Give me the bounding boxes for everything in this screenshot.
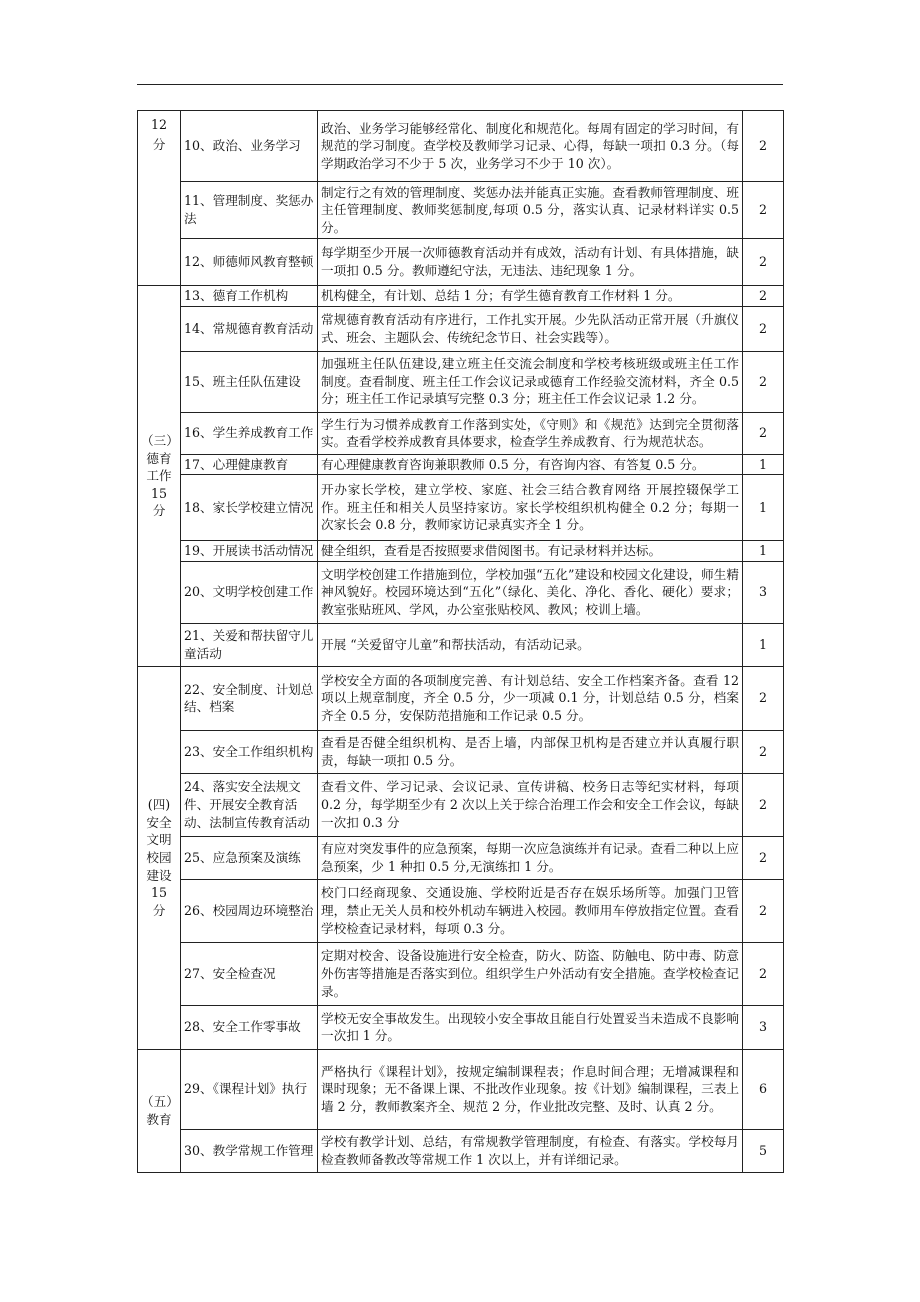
criteria-cell: 制定行之有效的管理制度、奖惩办法并能真正实施。查看教师管理制度、班主任管理制度、教师奖惩制度,每项 0.5 分，落实认真、记录材料详实 0.5 分。 (318, 182, 743, 239)
section-label-line: 分 (152, 137, 166, 152)
section-label (138, 111, 181, 286)
score-cell: 1 (743, 623, 784, 666)
section-label-line: 文明 (146, 832, 172, 848)
table-row (138, 1005, 784, 1049)
score-cell: 2 (743, 836, 784, 879)
table-row (138, 239, 784, 286)
item-name-cell: 17、心理健康教育 (181, 454, 318, 475)
item-name-cell: 15、班主任队伍建设 (181, 351, 318, 412)
section-label-line: （五） (141, 1094, 179, 1110)
score-cell: 1 (743, 541, 784, 562)
criteria-cell: 查看文件、学习记录、会议记录、宣传讲稿、校务日志等纪实材料，每项 0.2 分，每学期至少有 2 次以上关于综合治理工作会和安全工作会议，每缺一次扣 0.3 分 (318, 773, 743, 836)
section-label-line: (四) (147, 797, 171, 813)
score-cell: 3 (743, 1005, 784, 1049)
item-name-cell: 16、学生养成教育工作 (181, 412, 318, 454)
item-name-cell: 10、政治、业务学习 (181, 111, 318, 182)
section-label-line: 15 (150, 485, 168, 501)
page-header-rule (137, 84, 783, 85)
table-row (138, 836, 784, 879)
item-name-cell: 20、文明学校创建工作 (181, 561, 318, 623)
section-label (138, 666, 181, 1049)
table-row (138, 475, 784, 541)
table-row (138, 111, 784, 182)
score-cell: 2 (743, 666, 784, 730)
section-label-line: 12 (150, 117, 168, 132)
item-name-cell: 24、落实安全法规文件、开展安全教育活动、法制宣传教育活动 (181, 773, 318, 836)
criteria-cell: 开办家长学校，建立学校、家庭、社会三结合教育网络 开展控辍保学工作。班主任和相关人员坚持家访。家长学校组织机构健全 0.2 分；每期一次家长会 0.8 分，教师家访记录真实齐全 1 分。 (318, 475, 743, 541)
item-name-cell: 18、家长学校建立情况 (181, 475, 318, 541)
criteria-cell: 有应对突发事件的应急预案，每期一次应急演练并有记录。查看二种以上应急预案，少 1 种扣 0.5 分,无演练扣 1 分。 (318, 836, 743, 879)
score-cell: 6 (743, 1049, 784, 1129)
section-label (138, 286, 181, 667)
criteria-cell: 政治、业务学习能够经常化、制度化和规范化。每周有固定的学习时间，有规范的学习制度。查学校及教师学习记录、心得，每缺一项扣 0.3 分。（每学期政治学习不少于 5 次，业务学习不少于 10 次）。 (318, 111, 743, 182)
table-row (138, 454, 784, 475)
item-name-cell: 14、常规德育教育活动 (181, 306, 318, 351)
item-name-cell: 25、应急预案及演练 (181, 836, 318, 879)
table-row (138, 182, 784, 239)
criteria-cell: 学校有教学计划、总结，有常规教学管理制度，有检查、有落实。学校每月检查教师备教改等常规工作 1 次以上，并有详细记录。 (318, 1129, 743, 1172)
criteria-cell: 文明学校创建工作措施到位，学校加强“五化”建设和校园文化建设，师生精神风貌好。校园环境达到“五化”（绿化、美化、净化、香化、硬化）要求；教室张贴班风、学风，办公室张贴校风、教风；校训上墙。 (318, 561, 743, 623)
item-name-cell: 26、校园周边环境整治 (181, 879, 318, 942)
section-label (138, 1049, 181, 1172)
score-cell: 3 (743, 561, 784, 623)
score-cell: 2 (743, 111, 784, 182)
criteria-cell: 加强班主任队伍建设,建立班主任交流会制度和学校考核班级或班主任工作制度。查看制度、班主任工作会议记录或德育工作经验交流材料，齐全 0.5 分；班主任工作记录填写完整 0.3 分；班主任工作会议记录 1.2 分。 (318, 351, 743, 412)
criteria-cell: 机构健全，有计划、总结 1 分；有学生德育教育工作材料 1 分。 (318, 286, 743, 307)
criteria-cell: 每学期至少开展一次师德教育活动并有成效，活动有计划、有具体措施，缺一项扣 0.5 分。教师遵纪守法，无违法、违纪现象 1 分。 (318, 239, 743, 286)
criteria-cell: 定期对校舍、设备设施进行安全检查，防火、防盗、防触电、防中毒、防意外伤害等措施是否落实到位。组织学生户外活动有安全措施。查学校检查记录。 (318, 942, 743, 1005)
score-cell: 2 (743, 351, 784, 412)
score-cell: 2 (743, 286, 784, 307)
table-row (138, 412, 784, 454)
item-name-cell: 12、师德师风教育整顿 (181, 239, 318, 286)
item-name-cell: 30、教学常规工作管理 (181, 1129, 318, 1172)
score-cell: 2 (743, 412, 784, 454)
section-label-line: 工作 (146, 468, 172, 484)
criteria-cell: 开展 “关爱留守儿童”和帮扶活动，有活动记录。 (318, 623, 743, 666)
criteria-cell: 校门口经商现象、交通设施、学校附近是否存在娱乐场所等。加强门卫管理，禁止无关人员和校外机动车辆进入校园。教师用车停放指定位置。查看学校检查记录材料，每项 0.3 分。 (318, 879, 743, 942)
item-name-cell: 29、《课程计划》执行 (181, 1049, 318, 1129)
table-row (138, 561, 784, 623)
evaluation-table-body (138, 111, 784, 1173)
item-name-cell: 27、安全检查况 (181, 942, 318, 1005)
item-name-cell: 22、安全制度、计划总结、档案 (181, 666, 318, 730)
table-row (138, 666, 784, 730)
section-label-line: 建设 (146, 867, 172, 883)
score-cell: 2 (743, 730, 784, 773)
table-row (138, 730, 784, 773)
table-row (138, 623, 784, 666)
score-cell: 2 (743, 942, 784, 1005)
criteria-cell: 学校无安全事故发生。出现较小安全事故且能自行处置妥当未造成不良影响一次扣 1 分。 (318, 1005, 743, 1049)
table-row (138, 773, 784, 836)
item-name-cell: 19、开展读书活动情况 (181, 541, 318, 562)
section-label-line: 分 (152, 902, 166, 918)
criteria-cell: 学校安全方面的各项制度完善、有计划总结、安全工作档案齐备。查看 12 项以上规章制度，齐全 0.5 分，少一项减 0.1 分，计划总结 0.5 分，档案齐全 0.5 分，安保防范措施和工作记录 0.5 分。 (318, 666, 743, 730)
item-name-cell: 28、安全工作零事故 (181, 1005, 318, 1049)
section-label-line: 安全 (146, 814, 172, 830)
score-cell: 2 (743, 182, 784, 239)
item-name-cell: 21、关爱和帮扶留守儿童活动 (181, 623, 318, 666)
score-cell: 1 (743, 454, 784, 475)
evaluation-table (137, 110, 784, 1173)
section-label-line: （三） (141, 432, 179, 448)
item-name-cell: 13、德育工作机构 (181, 286, 318, 307)
section-label-line: 校园 (146, 849, 172, 865)
score-cell: 2 (743, 879, 784, 942)
score-cell: 2 (743, 773, 784, 836)
section-label-line: 分 (152, 503, 166, 519)
criteria-cell: 查看是否健全组织机构、是否上墙，内部保卫机构是否建立并认真履行职责，每缺一项扣 0.5 分。 (318, 730, 743, 773)
criteria-cell: 有心理健康教育咨询兼职教师 0.5 分，有咨询内容、有答复 0.5 分。 (318, 454, 743, 475)
table-row (138, 879, 784, 942)
table-row (138, 942, 784, 1005)
table-row (138, 541, 784, 562)
item-name-cell: 23、安全工作组织机构 (181, 730, 318, 773)
item-name-cell: 11、管理制度、奖惩办法 (181, 182, 318, 239)
table-row (138, 1049, 784, 1129)
score-cell: 1 (743, 475, 784, 541)
criteria-cell: 严格执行《课程计划》，按规定编制课程表；作息时间合理；无增减课程和课时现象；无不备课上课、不批改作业现象。按《计划》编制课程，三表上墙 2 分，教师教案齐全、规范 2 分，作业批改完整、及时、认真 2 分。 (318, 1049, 743, 1129)
table-row (138, 351, 784, 412)
section-label-line: 德育 (146, 450, 172, 466)
table-row (138, 1129, 784, 1172)
criteria-cell: 学生行为习惯养成教育工作落到实处，《守则》和《规范》达到完全贯彻落实。查看学校养成教育具体要求，检查学生养成教育、行为规范状态。 (318, 412, 743, 454)
score-cell: 5 (743, 1129, 784, 1172)
criteria-cell: 健全组织，查看是否按照要求借阅图书。有记录材料并达标。 (318, 541, 743, 562)
score-cell: 2 (743, 239, 784, 286)
section-label-line: 教育 (146, 1111, 172, 1127)
section-label-line: 15 (150, 885, 168, 901)
table-row (138, 286, 784, 307)
score-cell: 2 (743, 306, 784, 351)
table-row (138, 306, 784, 351)
criteria-cell: 常规德育教育活动有序进行，工作扎实开展。少先队活动正常开展（升旗仪式、班会、主题队会、传统纪念节日、社会实践等）。 (318, 306, 743, 351)
